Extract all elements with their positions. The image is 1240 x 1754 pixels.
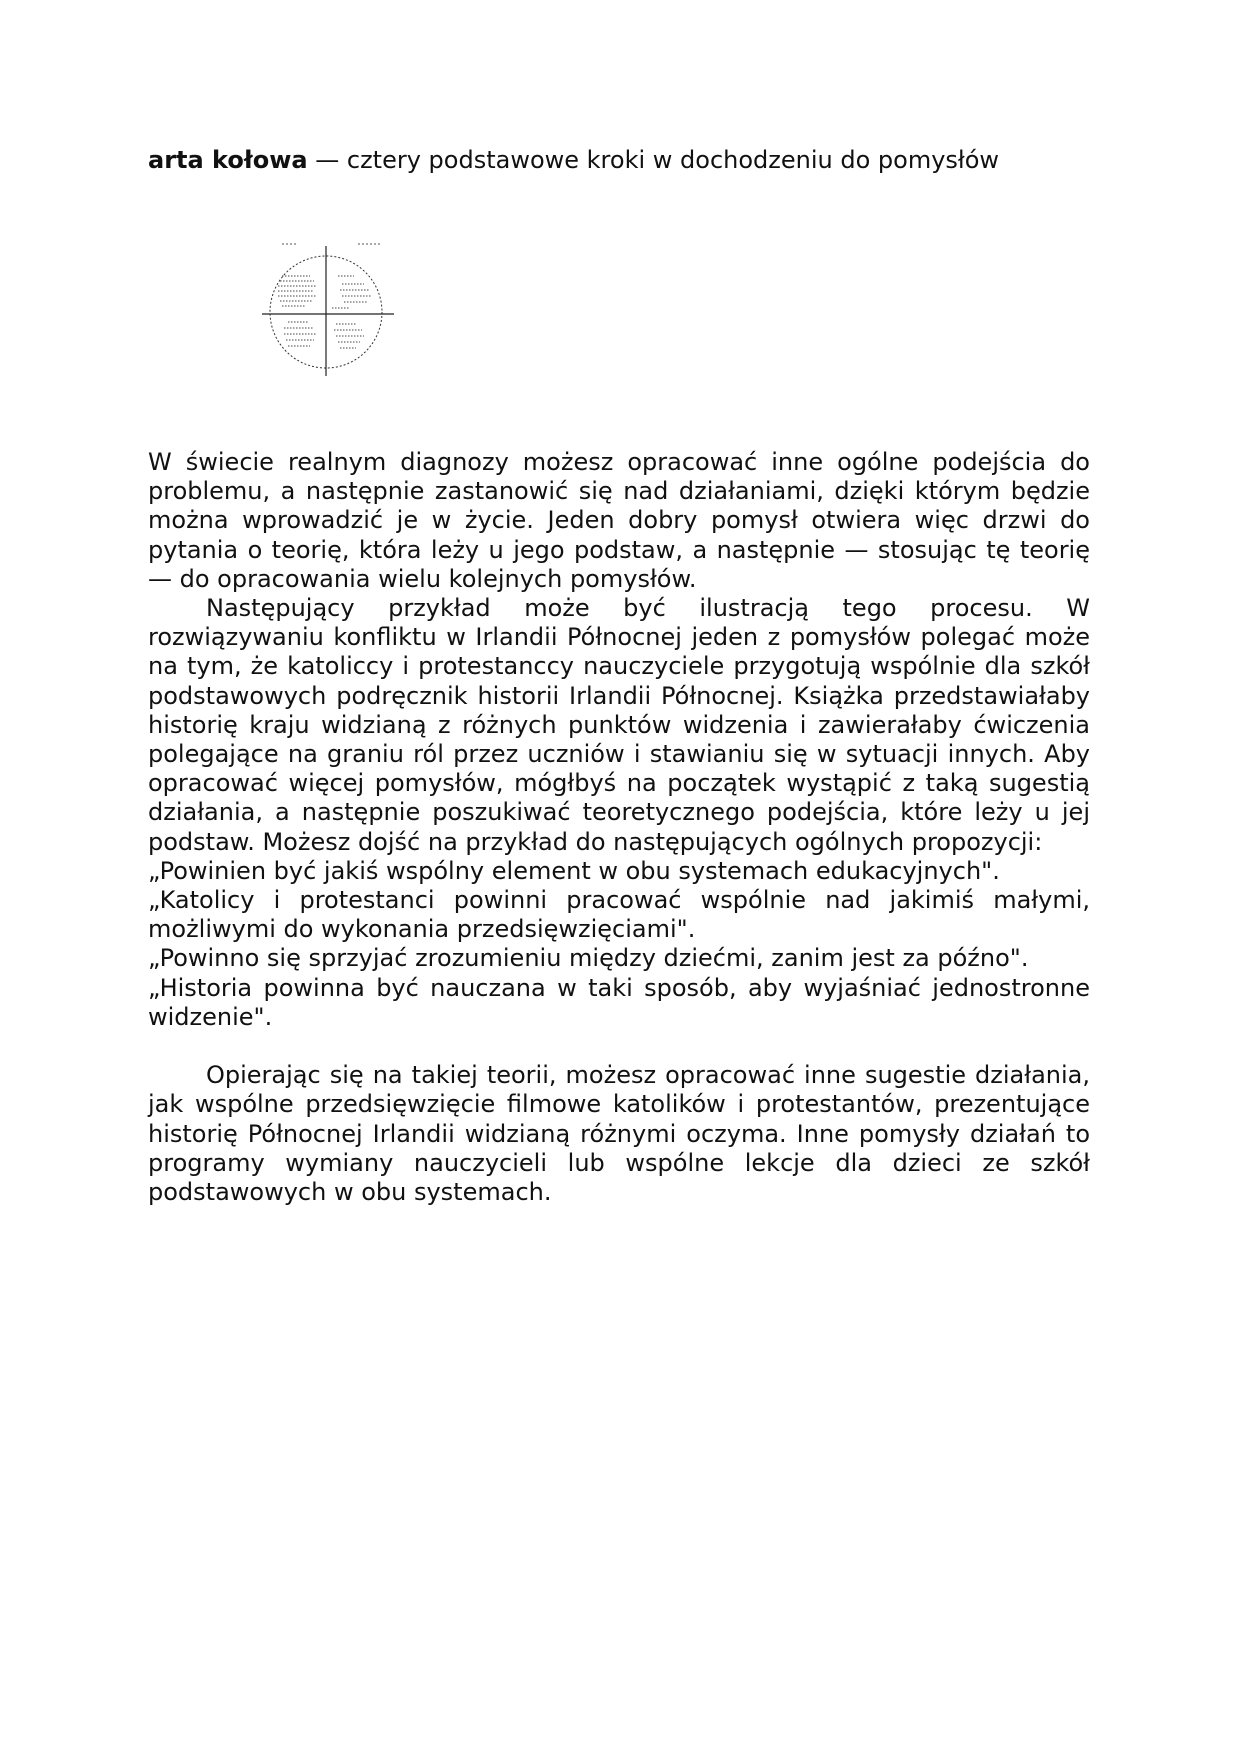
quote-proposal-1: „Powinien być jakiś wspólny element w obu systemach edukacyjnych". (148, 856, 1000, 885)
heading-bold-term: arta kołowa (148, 146, 308, 174)
quote-proposal-3: „Powinno się sprzyjać zrozumieniu między dziećmi, zanim jest za późno". (148, 944, 1029, 973)
paragraph-conclusion: Opierając się na takiej teorii, możesz opracować inne sugestie działania, jak wspólne przedsięwzięcie filmowe katolików i protestantów, prezentujące historię Północnej Irlandii widzianą różnymi oczyma. Inne pomysły działań to programy wymiany nauczycieli lub wspólne lekcje dla dzieci ze szkół podstawowych w obu systemach. (148, 1061, 1090, 1207)
paragraph-intro: W świecie realnym diagnozy możesz opracować inne ogólne podejścia do problemu, a następnie zastanowić się nad działaniami, dzięki którym będzie można wprowadzić je w życie. Jeden dobry pomysł otwiera więc drzwi do pytania o teorię, która leży u jego podstaw, a następnie — stosując tę teorię — do opracowania wielu kolejnych pomysłów. (148, 448, 1090, 593)
paragraph-example: Następujący przykład może być ilustracją tego procesu. W rozwiązywaniu konfliktu w Irlandii Północnej jeden z pomysłów polegać może na tym, że katoliccy i protestanccy nauczyciele przygotują wspólnie dla szkół podstawowych podręcznik historii Irlandii Północnej. Książka przedstawiałaby historię kraju widzianą z różnych punktów widzenia i zawierałaby ćwiczenia polegające na graniu ról przez uczniów i stawianiu się w sytuacji innych. Aby opracować więcej pomysłów, mógłbyś na początek wystąpić z taką sugestią działania, a następnie poszukiwać teoretycznego podejścia, które leży u jej podstaw. Możesz dojść na przykład do następujących ogólnych propozycji: (148, 594, 1090, 856)
circle-chart-diagram-icon (258, 240, 398, 380)
document-body (148, 448, 1090, 1207)
section-heading (148, 146, 1016, 175)
quote-proposal-2: „Katolicy i protestanci powinni pracować wspólnie nad jakimiś małymi, możliwymi do wykonania przedsięwzięciami". (148, 886, 1090, 944)
quote-proposal-4: „Historia powinna być nauczana w taki sposób, aby wyjaśniać jednostronne widzenie". (148, 973, 1090, 1031)
paragraph-spacer (148, 1032, 1090, 1061)
heading-rest: — cztery podstawowe kroki w dochodzeniu do pomysłów (307, 146, 1000, 174)
